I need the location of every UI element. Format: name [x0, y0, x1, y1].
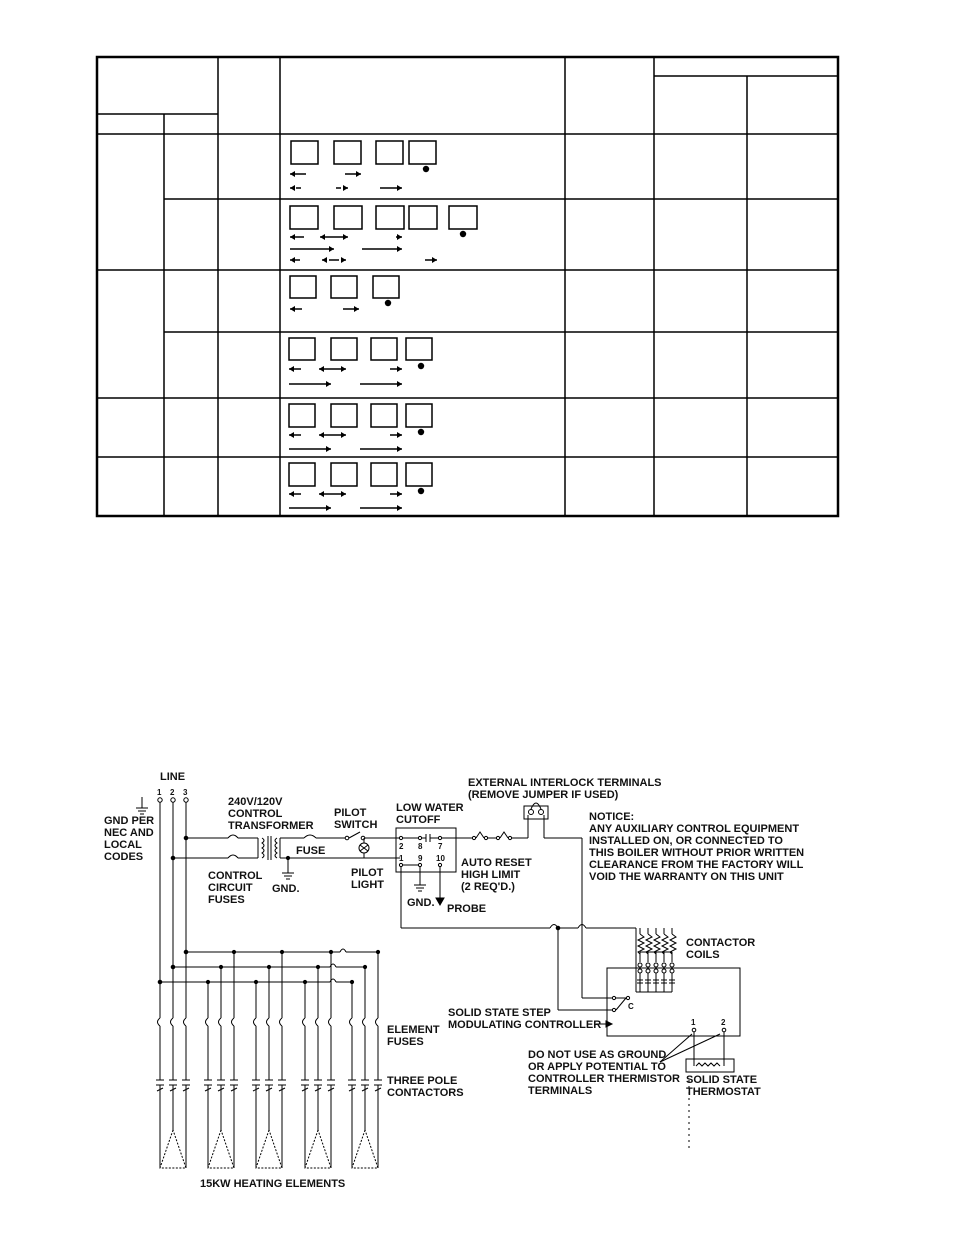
step-arrow-head	[290, 306, 295, 312]
controller-label-1: SOLID STATE STEP	[448, 1007, 551, 1019]
step-box	[334, 141, 361, 164]
line-terminals	[158, 798, 188, 1018]
step-box	[406, 404, 432, 427]
high-limit-switches	[472, 832, 511, 840]
step-arrow-head	[397, 432, 402, 438]
coil-winding	[646, 934, 652, 954]
element-fuse	[267, 1018, 270, 1026]
contactor-coils-label-2: COILS	[686, 949, 720, 961]
pilot-light	[359, 838, 369, 858]
coil-terminal	[662, 969, 666, 973]
element-fuse	[158, 1018, 161, 1026]
step-box	[331, 338, 357, 360]
warning-line-2: OR APPLY POTENTIAL TO	[528, 1061, 666, 1073]
heating-element-delta	[256, 1130, 282, 1168]
thermostat-label-2: THERMOSTAT	[686, 1086, 761, 1098]
gnd-label-2: NEC AND	[104, 827, 154, 839]
low-water-label-1: LOW WATER	[396, 802, 464, 814]
step-arrow-head	[397, 185, 402, 191]
thermistor-terminal-2: 2	[721, 1018, 726, 1027]
element-fuse	[376, 1018, 379, 1026]
lwco-terminal-7: 7	[438, 842, 443, 851]
step-box	[371, 463, 397, 486]
line-label: LINE	[160, 771, 186, 783]
element-fuse	[350, 1018, 353, 1026]
transformer-label-2: TRANSFORMER	[228, 820, 314, 832]
transformer-label-1: CONTROL	[228, 808, 283, 820]
step-arrow-head	[397, 505, 402, 511]
step-diagram	[290, 206, 477, 263]
branch-junction	[254, 980, 257, 983]
step-diagram	[289, 404, 432, 452]
step-arrow-head	[397, 366, 402, 372]
pilot-light-label-2: LIGHT	[351, 879, 384, 891]
interlock-label-1: EXTERNAL INTERLOCK TERMINALS	[468, 777, 662, 789]
step-box	[331, 404, 357, 427]
element-fuses-label-1: ELEMENT	[387, 1024, 440, 1036]
step-arrow-head	[341, 257, 346, 263]
gnd-label-1: GND PER	[104, 815, 155, 827]
lwco-terminal-1: 1	[399, 854, 404, 863]
ground-symbol-transformer	[282, 858, 294, 879]
control-fuses-label-2: CIRCUIT	[208, 882, 253, 894]
control-fuses-label-1: CONTROL	[208, 870, 263, 882]
coil-terminal	[654, 969, 658, 973]
step-arrow-head	[343, 234, 348, 240]
notice-line-6: VOID THE WARRANTY ON THIS UNIT	[589, 871, 784, 883]
heating-element-delta	[305, 1130, 331, 1168]
branch-junction	[329, 950, 332, 953]
step-arrow-head	[290, 257, 295, 263]
element-fuse	[280, 1018, 283, 1026]
table-step-diagrams	[289, 141, 477, 511]
step-arrow-head	[341, 432, 346, 438]
element-fuse	[171, 1018, 174, 1026]
control-transformer	[258, 836, 280, 860]
gnd-transformer-label: GND.	[272, 883, 300, 895]
interlock-label-2: (REMOVE JUMPER IF USED)	[468, 789, 619, 801]
step-arrow-head	[326, 505, 331, 511]
heating-element-delta	[352, 1130, 378, 1168]
step-arrow-head	[289, 366, 294, 372]
step-arrow-head	[343, 185, 348, 191]
pilot-switch	[345, 832, 365, 840]
pilot-switch-label-1: PILOT	[334, 807, 367, 819]
thermistor-terminal-1: 1	[691, 1018, 696, 1027]
step-box	[334, 206, 362, 229]
table-border	[97, 57, 838, 516]
contactor-coils-label-1: CONTACTOR	[686, 937, 756, 949]
branch-junction	[316, 965, 319, 968]
bus-junction	[171, 965, 175, 969]
branch-junction	[232, 950, 235, 953]
step-arrow-head	[319, 491, 324, 497]
step-arrow-head	[289, 491, 294, 497]
contactors-label-2: CONTACTORS	[387, 1087, 464, 1099]
line-2-number: 2	[170, 788, 175, 797]
branch-junction	[219, 965, 222, 968]
step-arrow-head	[341, 366, 346, 372]
bus-crossover	[340, 949, 346, 952]
branch-junction	[363, 965, 366, 968]
step-box	[406, 338, 432, 360]
step-box	[449, 206, 477, 229]
step-arrow-head	[290, 185, 295, 191]
step-dot	[418, 429, 424, 435]
step-box	[291, 141, 318, 164]
branch-junction	[376, 950, 379, 953]
step-box	[331, 463, 357, 486]
coil-terminal	[638, 963, 642, 967]
contactor-coils	[636, 928, 676, 992]
element-fuse	[316, 1018, 319, 1026]
step-arrow-head	[290, 171, 295, 177]
power-distribution	[156, 949, 382, 1168]
step-diagram	[290, 141, 436, 191]
lwco-terminal-10: 10	[436, 854, 445, 863]
step-box	[409, 206, 437, 229]
coil-terminal	[646, 963, 650, 967]
secondary-fuse	[304, 835, 316, 838]
sequence-table	[97, 57, 838, 516]
transformer-voltage-label: 240V/120V	[228, 796, 283, 808]
step-arrow-head	[322, 257, 327, 263]
low-water-cutoff	[396, 828, 456, 905]
element-fuse	[303, 1018, 306, 1026]
bus-junction	[184, 950, 188, 954]
solid-state-thermostat	[686, 1032, 734, 1072]
gnd-lwco-label: GND.	[407, 897, 435, 909]
coil-terminal	[670, 963, 674, 967]
step-dot	[385, 300, 391, 306]
step-arrow-head	[397, 234, 402, 240]
thermostat-label-1: SOLID STATE	[686, 1074, 758, 1086]
control-fuse-bottom	[228, 855, 238, 858]
high-limit-label-2: HIGH LIMIT	[461, 869, 521, 881]
lwco-terminal-8: 8	[418, 842, 423, 851]
probe-label: PROBE	[447, 903, 487, 915]
branch-junction	[350, 980, 353, 983]
element-fuse	[219, 1018, 222, 1026]
coil-winding	[654, 934, 660, 954]
step-diagram	[290, 276, 399, 312]
controller-c-label: C	[628, 1002, 634, 1011]
step-arrow-head	[432, 257, 437, 263]
element-fuse	[254, 1018, 257, 1026]
step-arrow-head	[397, 446, 402, 452]
branch-junction	[280, 950, 283, 953]
step-box	[290, 276, 316, 298]
heating-element-delta	[160, 1130, 186, 1168]
coil-terminal	[662, 963, 666, 967]
heating-element-delta	[208, 1130, 234, 1168]
step-dot	[460, 231, 466, 237]
element-fuse	[184, 1018, 187, 1026]
warning-line-4: TERMINALS	[528, 1085, 593, 1097]
coil-winding	[670, 934, 676, 954]
contactors-label-1: THREE POLE	[387, 1075, 458, 1087]
ground-symbol-main	[136, 797, 148, 814]
element-fuse	[329, 1018, 332, 1026]
step-arrow-head	[356, 171, 361, 177]
step-box	[289, 404, 315, 427]
coil-terminal	[638, 969, 642, 973]
step-box	[289, 338, 315, 360]
bus-junction	[158, 980, 162, 984]
coil-terminal	[670, 969, 674, 973]
high-limit-label-1: AUTO RESET	[461, 857, 532, 869]
step-arrow-head	[329, 246, 334, 252]
step-arrow-head	[326, 446, 331, 452]
control-fuse-top	[228, 835, 238, 838]
table-rules	[97, 57, 838, 516]
step-box	[371, 404, 397, 427]
step-box	[371, 338, 397, 360]
step-box	[409, 141, 436, 164]
step-arrow-head	[290, 234, 295, 240]
lwco-terminal-9: 9	[418, 854, 423, 863]
step-box	[289, 463, 315, 486]
heating-elements-label: 15KW HEATING ELEMENTS	[200, 1178, 346, 1190]
coil-terminal	[654, 963, 658, 967]
step-box	[406, 463, 432, 486]
fuse-label: FUSE	[296, 845, 326, 857]
step-arrow-head	[397, 381, 402, 387]
lwco-terminal-2: 2	[399, 842, 404, 851]
low-water-label-2: CUTOFF	[396, 814, 441, 826]
branch-junction	[267, 965, 270, 968]
step-arrow-head	[289, 432, 294, 438]
controller-label-2: MODULATING CONTROLLER	[448, 1019, 602, 1031]
step-dot	[418, 363, 424, 369]
coil-winding	[662, 934, 668, 954]
element-fuse	[206, 1018, 209, 1026]
notice-line-2: ANY AUXILIARY CONTROL EQUIPMENT	[589, 823, 800, 835]
step-dot	[423, 166, 429, 172]
element-fuse	[232, 1018, 235, 1026]
line-1-number: 1	[157, 788, 162, 797]
high-limit-label-3: (2 REQ'D.)	[461, 881, 515, 893]
notice-line-5: CLEARANCE FROM THE FACTORY WILL	[589, 859, 804, 871]
notice-line-3: INSTALLED ON, OR CONNECTED TO	[589, 835, 783, 847]
step-box	[290, 206, 318, 229]
step-arrow-head	[319, 366, 324, 372]
step-arrow-head	[326, 381, 331, 387]
step-arrow-head	[319, 432, 324, 438]
step-arrow-head	[320, 234, 325, 240]
element-fuse	[363, 1018, 366, 1026]
notice-line-4: THIS BOILER WITHOUT PRIOR WRITTEN	[589, 847, 805, 859]
step-diagram	[289, 463, 432, 511]
element-fuses-label-2: FUSES	[387, 1036, 424, 1048]
step-diagram	[289, 338, 432, 387]
step-dot	[418, 488, 424, 494]
coil-terminal	[646, 969, 650, 973]
step-box	[376, 206, 404, 229]
pilot-switch-label-2: SWITCH	[334, 819, 378, 831]
step-box	[373, 276, 399, 298]
coil-winding	[638, 934, 644, 954]
line-3-number: 3	[183, 788, 188, 797]
step-arrow-head	[397, 246, 402, 252]
gnd-label-4: CODES	[104, 851, 144, 863]
warning-line-3: CONTROLLER THERMISTOR	[528, 1073, 680, 1085]
step-box	[331, 276, 357, 298]
branch-junction	[206, 980, 209, 983]
step-arrow-head	[354, 306, 359, 312]
warning-line-1: DO NOT USE AS GROUND	[528, 1049, 667, 1061]
step-arrow-head	[341, 491, 346, 497]
pilot-light-label-1: PILOT	[351, 867, 384, 879]
branch-junction	[303, 980, 306, 983]
step-box	[376, 141, 403, 164]
step-arrow-head	[397, 491, 402, 497]
control-fuses-label-3: FUSES	[208, 894, 245, 906]
notice-line-1: NOTICE:	[589, 811, 635, 823]
gnd-label-3: LOCAL	[104, 839, 142, 851]
